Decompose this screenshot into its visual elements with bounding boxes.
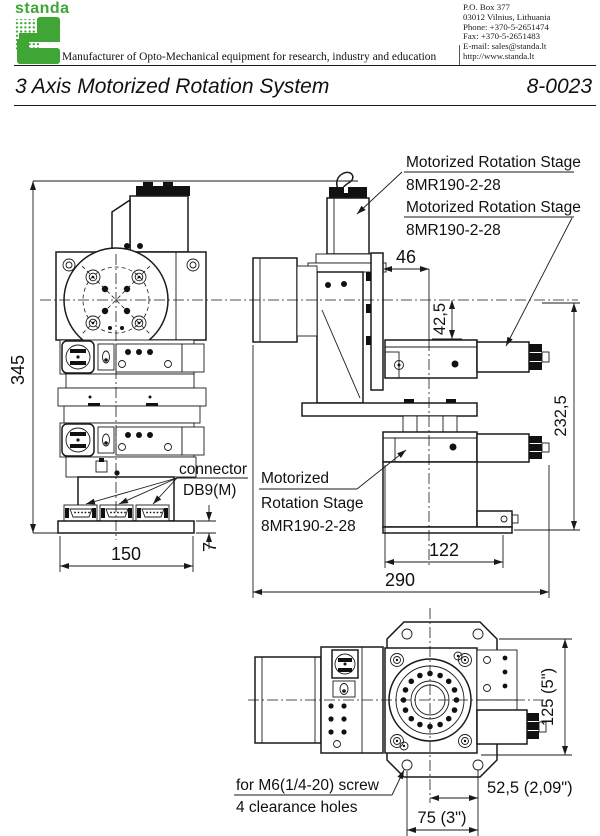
db9-connector-1: [64, 505, 97, 522]
front-view: [56, 182, 206, 533]
front-mid-plates: [58, 374, 206, 423]
dimension-7: [196, 505, 220, 552]
top-right-assembly: [477, 650, 546, 744]
stage-label-top-line2: 8MR190-2-28: [406, 177, 501, 194]
tagline: Manufacturer of Opto-Mechanical equipment for research, industry and education: [62, 51, 437, 63]
part-number: 8-0023: [526, 75, 592, 98]
dimension-42-5: [431, 300, 462, 339]
stage-label-bottom-line2: Rotation Stage: [261, 495, 364, 512]
contact-phone: Phone: +370-5-2651474: [463, 21, 549, 32]
stage-label-bottom-line1: Motorized: [261, 470, 330, 487]
contact-city: 03012 Vilnius, Lithuania: [463, 11, 551, 22]
side-bottom-assembly: [302, 399, 549, 533]
dim-232-5: 232,5: [552, 395, 570, 437]
connector-label-line2: DB9(M): [183, 482, 237, 499]
standa-logo-wordmark: standa: [15, 0, 70, 17]
front-motor-row-1: [60, 340, 204, 374]
callout-screw-note: [234, 770, 404, 816]
stage-label-bottom-line3: 8MR190-2-28: [261, 518, 356, 535]
top-view: [255, 622, 546, 777]
side-column: [317, 272, 363, 403]
screw-note-line1: for M6(1/4-20) screw: [236, 777, 379, 794]
contact-email[interactable]: E-mail: sales@standa.lt: [463, 41, 547, 52]
dimension-46: [383, 247, 429, 269]
stage-label-right-line2: 8MR190-2-28: [406, 222, 501, 239]
side-upper-stage: [385, 340, 549, 378]
front-base-plate: [58, 521, 194, 533]
dim-42-5: 42,5: [431, 302, 449, 336]
dim-290: 290: [384, 570, 416, 590]
contact-pobox: P.O. Box 377: [463, 2, 510, 12]
dim-52-5: 52,5 (2,09"): [487, 779, 573, 797]
side-top-motor: [327, 187, 369, 254]
connector-label-line1: connector: [179, 461, 248, 478]
page-title: 3 Axis Motorized Rotation System: [15, 75, 330, 98]
contact-fax: Fax: +370-5-2651483: [463, 31, 541, 42]
dim-122: 122: [428, 540, 460, 560]
db9-connector-3: [136, 505, 169, 522]
dimension-150: [60, 536, 193, 572]
dim-46: 46: [395, 247, 417, 267]
dim-345: 345: [8, 354, 28, 386]
dim-150: 150: [110, 544, 142, 564]
stage-label-right-line1: Motorized Rotation Stage: [406, 199, 581, 216]
side-mount-plate: [366, 253, 383, 390]
front-motor-row-2: [60, 423, 204, 457]
dim-7: 7: [200, 541, 220, 553]
stage-label-top-line1: Motorized Rotation Stage: [406, 154, 581, 171]
dimension-75: [407, 771, 478, 836]
db9-connector-2: [100, 505, 133, 522]
dimension-232-5: [514, 303, 580, 530]
dim-125: 125 (5"): [539, 667, 557, 727]
screw-note-line2: 4 clearance holes: [236, 799, 358, 816]
front-top-motor: [112, 182, 190, 252]
dim-75: 75 (3"): [417, 809, 467, 827]
contact-website[interactable]: http://www.standa.lt: [463, 50, 535, 61]
